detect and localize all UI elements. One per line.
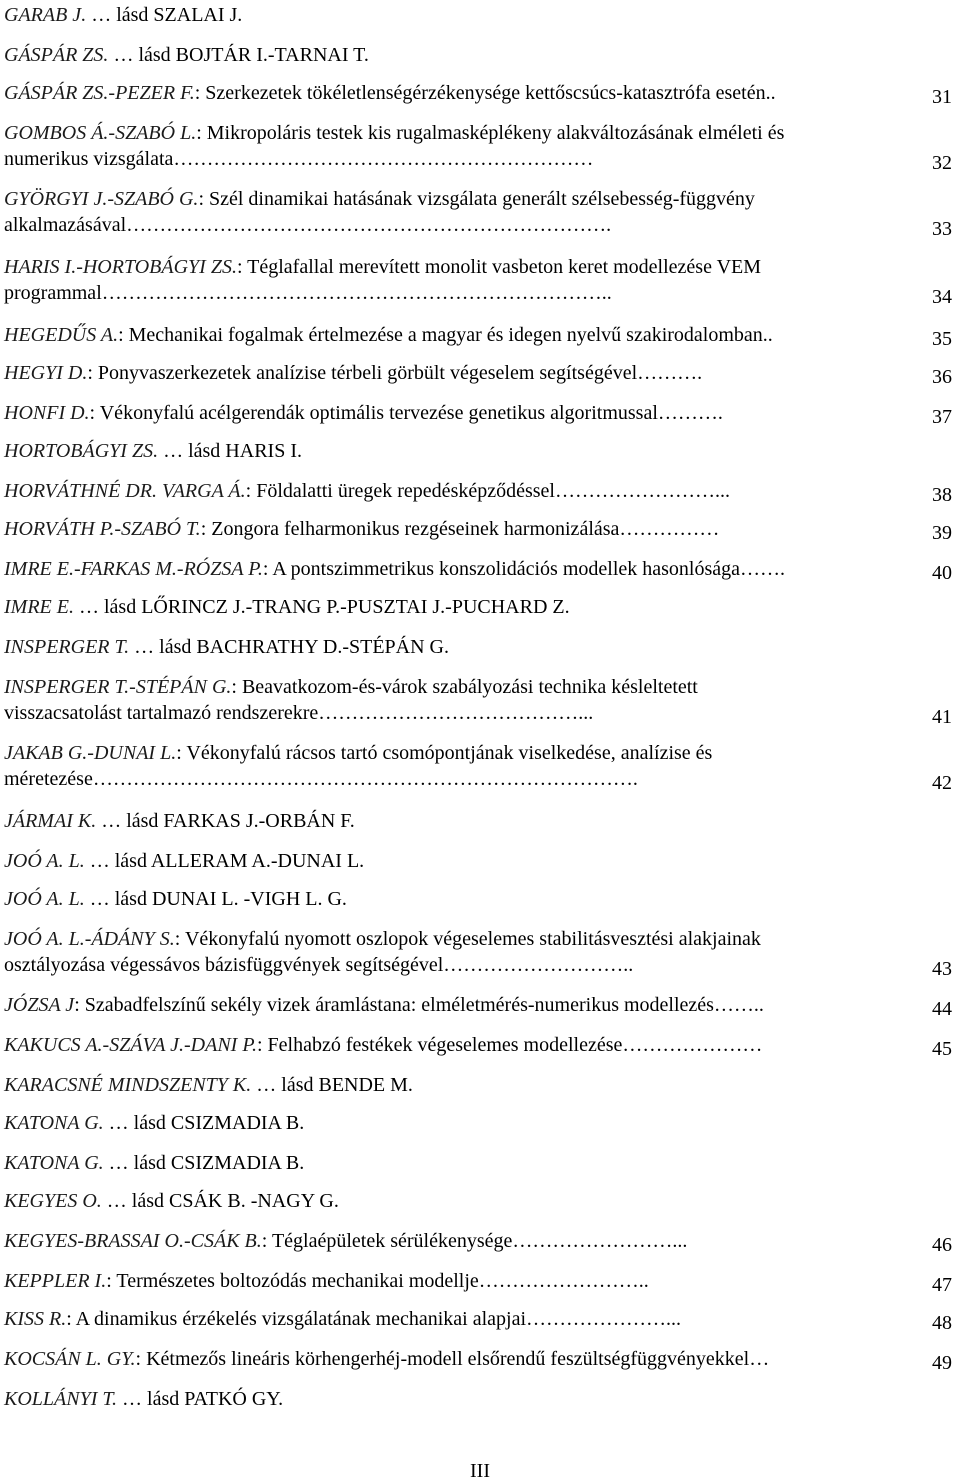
entry-author: GYÖRGYI J.-SZABÓ G. [4,188,199,210]
entry-title: … lásd HARIS I. [158,440,302,462]
toc-entry-line [4,766,904,792]
entry-title: : A pontszimmetrikus konszolidációs modellek hasonlósága……. [262,558,786,580]
entry-title: … lásd CSIZMADIA B. [103,1152,305,1174]
entry-author: JOÓ A. L. [4,888,85,910]
entry-author: HEGEDŰS A. [4,324,119,346]
toc-entry-line [4,740,904,766]
entry-page-number: 45 [932,1038,952,1060]
entry-author: HEGYI D. [4,362,88,384]
toc-entry-line [4,1306,904,1332]
entry-title: : Vékonyfalú rácsos tartó csomópontjának viselkedése, analízise és [176,742,713,764]
entry-page-number: 41 [932,706,952,728]
entry-title: … lásd CSÁK B. -NAGY G. [101,1190,339,1212]
toc-entry-line [4,120,904,146]
entry-title: … lásd SZALAI J. [86,4,243,26]
entry-author: JOÓ A. L.-ÁDÁNY S. [4,928,175,950]
entry-page-number: 36 [932,366,952,388]
entry-title: … lásd BENDE M. [251,1074,413,1096]
entry-title: : Téglaépületek sérülékenysége……………………... [261,1230,688,1252]
toc-entry-line [4,952,904,978]
toc-entry-line [4,146,904,172]
entry-page-number: 47 [932,1274,952,1296]
toc-entry-line [4,400,904,426]
entry-title: : Szabadfelszínű sekély vizek áramlástana: elméletmérés-numerikus modellezés…….. [74,994,764,1016]
toc-entry-line [4,674,904,700]
entry-author: GOMBOS Á.-SZABÓ L. [4,122,197,144]
entry-title: : Vékonyfalú acélgerendák optimális tervezése genetikus algoritmussal………. [89,402,723,424]
entry-author: JOÓ A. L. [4,850,85,872]
entry-author: JÓZSA J [4,994,75,1016]
entry-author: HORTOBÁGYI ZS. [4,440,159,462]
toc-entry-line [4,42,904,68]
entry-title: alkalmazásával………………………………………………………………. [4,214,612,236]
toc-entry-line [4,808,904,834]
entry-author: KATONA G. [4,1152,104,1174]
entry-title: … lásd BACHRATHY D.-STÉPÁN G. [129,636,449,658]
toc-entry-line [4,478,904,504]
entry-author: KEGYES O. [4,1190,102,1212]
entry-author: KATONA G. [4,1112,104,1134]
entry-author: JAKAB G.-DUNAI L. [4,742,177,764]
entry-title: : Földalatti üregek repedésképződéssel……………………... [245,480,730,502]
entry-title: : Szerkezetek tökéletlenségérzékenysége kettőscsúcs-katasztrófa esetén.. [194,82,776,104]
entry-page-number: 34 [932,286,952,308]
entry-title: : Téglafallal merevített monolit vasbeton keret modellezése VEM [236,256,762,278]
entry-title: … lásd BOJTÁR I.-TARNAI T. [108,44,369,66]
entry-page-number: 44 [932,998,952,1020]
toc-entry-line [4,1072,904,1098]
entry-page-number: 32 [932,152,952,174]
entry-page-number: 38 [932,484,952,506]
toc-entry-line [4,516,904,542]
toc-entry-line [4,254,904,280]
entry-title: : Ponyvaszerkezetek analízise térbeli görbült végeselem segítségével………. [87,362,703,384]
entry-author: INSPERGER T. [4,636,130,658]
entry-author: INSPERGER T.-STÉPÁN G. [4,676,232,698]
entry-page-number: 40 [932,562,952,584]
entry-title: : Felhabzó festékek végeselemes modellezése………………… [256,1034,763,1056]
entry-author: HORVÁTHNÉ DR. VARGA Á. [4,480,246,502]
roman-page-number: III [470,1460,490,1482]
entry-author: IMRE E. [4,596,74,618]
toc-entry-line [4,360,904,386]
entry-author: KISS R. [4,1308,67,1330]
toc-entry-line [4,2,904,28]
entry-title: : Mechanikai fogalmak értelmezése a magyar és idegen nyelvű szakirodalomban.. [118,324,773,346]
entry-title: méretezése………………………………………………………………………. [4,768,638,790]
toc-entry-line [4,1032,904,1058]
toc-entry-line [4,1110,904,1136]
entry-title: : Vékonyfalú nyomott oszlopok végeselemes stabilitásvesztési alakjainak [174,928,761,950]
toc-entry-line [4,80,904,106]
entry-page-number: 46 [932,1234,952,1256]
entry-title: : Zongora felharmonikus rezgéseinek harmonizálása…………… [200,518,720,540]
toc-entry-line [4,1150,904,1176]
entry-author: IMRE E.-FARKAS M.-RÓZSA P. [4,558,263,580]
toc-entry-line [4,1228,904,1254]
entry-author: HORVÁTH P.-SZABÓ T. [4,518,201,540]
entry-title: programmal………………………………………………………………….. [4,282,612,304]
entry-title: osztályozása végessávos bázisfüggvények segítségével……………………….. [4,954,634,976]
entry-title: : Szél dinamikai hatásának vizsgálata generált szélsebesség-függvény [198,188,755,210]
entry-title: … lásd FARKAS J.-ORBÁN F. [96,810,355,832]
entry-author: KARACSNÉ MINDSZENTY K. [4,1074,252,1096]
toc-entry-line [4,186,904,212]
entry-author: KAKUCS A.-SZÁVA J.-DANI P. [4,1034,257,1056]
entry-page-number: 35 [932,328,952,350]
toc-entry-line [4,594,904,620]
toc-entry-line [4,556,904,582]
toc-entry-line [4,926,904,952]
toc-entry-line [4,280,904,306]
toc-entry-line [4,322,904,348]
entry-title: … lásd ALLERAM A.-DUNAI L. [84,850,365,872]
toc-entry-line [4,212,904,238]
toc-entry-line [4,848,904,874]
page-footer [0,1460,960,1482]
entry-author: JÁRMAI K. [4,810,97,832]
entry-author: HARIS I.-HORTOBÁGYI ZS. [4,256,237,278]
entry-page-number: 48 [932,1312,952,1334]
entry-title: : Természetes boltozódás mechanikai modellje…………………….. [106,1270,649,1292]
entry-title: visszacsatolást tartalmazó rendszerekre…………………………………... [4,702,594,724]
entry-author: GÁSPÁR ZS.-PEZER F. [4,82,195,104]
toc-entry-line [4,700,904,726]
entry-page-number: 49 [932,1352,952,1374]
entry-author: KEGYES-BRASSAI O.-CSÁK B. [4,1230,262,1252]
entry-title: … lásd PATKÓ GY. [117,1388,284,1410]
entry-title: … lásd CSIZMADIA B. [103,1112,305,1134]
entry-page-number: 31 [932,86,952,108]
entry-author: KEPPLER I. [4,1270,107,1292]
toc-entry-line [4,634,904,660]
entry-page-number: 42 [932,772,952,794]
entry-title: : Mikropoláris testek kis rugalmasképlékeny alakváltozásának elméleti és [196,122,785,144]
entry-author: GARAB J. [4,4,87,26]
entry-title: … lásd DUNAI L. -VIGH L. G. [84,888,347,910]
entry-author: HONFI D. [4,402,90,424]
toc-entry-line [4,992,904,1018]
entry-author: GÁSPÁR ZS. [4,44,109,66]
entry-page-number: 37 [932,406,952,428]
entry-title: numerikus vizsgálata……………………………………………………… [4,148,594,170]
entry-page-number: 39 [932,522,952,544]
toc-entry-line [4,1386,904,1412]
entry-title: … lásd LŐRINCZ J.-TRANG P.-PUSZTAI J.-PUCHARD Z. [73,596,570,618]
entry-page-number: 33 [932,218,952,240]
entry-title: : A dinamikus érzékelés vizsgálatának mechanikai alapjai…………………... [66,1308,682,1330]
entry-title: : Beavatkozom-és-várok szabályozási technika késleltetett [231,676,698,698]
entry-author: KOCSÁN L. GY. [4,1348,136,1370]
entry-title: : Kétmezős lineáris körhengerhéj-modell elsőrendű feszültségfüggvényekkel… [135,1348,770,1370]
toc-entry-line [4,886,904,912]
toc-entry-line [4,1268,904,1294]
entry-page-number: 43 [932,958,952,980]
toc-entry-line [4,1188,904,1214]
entry-author: KOLLÁNYI T. [4,1388,118,1410]
toc-entry-line [4,438,904,464]
toc-entry-line [4,1346,904,1372]
